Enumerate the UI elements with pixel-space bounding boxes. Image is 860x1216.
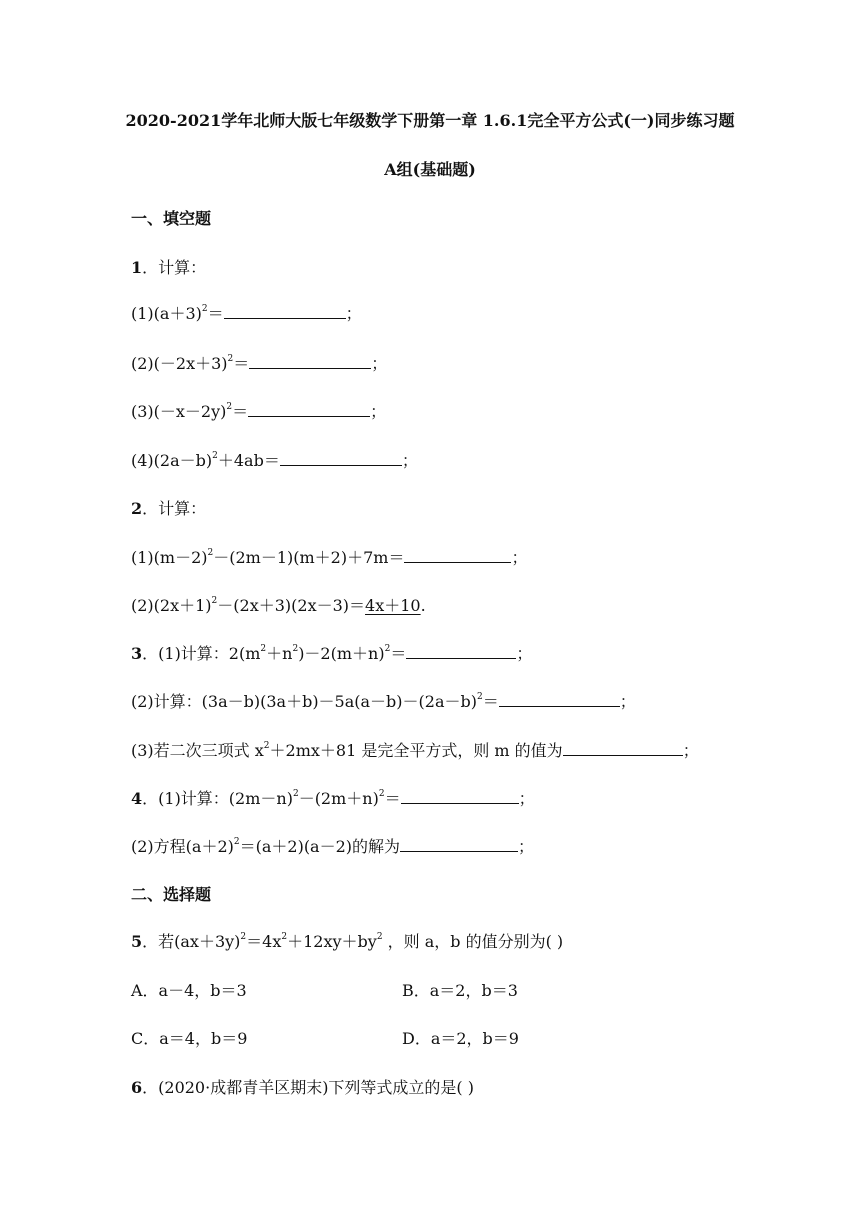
section-fill-blank-heading: 一、填空题 (131, 209, 212, 228)
filled-answer: 4x＋10 (365, 596, 421, 615)
question-1-part-3: $(3)(-x-2y)^2=$ ； (131, 402, 387, 421)
question-1-part-4: $(4)(2a-b)^2+4ab=$ ； (131, 451, 418, 470)
question-3-part-1: 3．(1)计算：$2(m^2+n^2)-2(m+n)^2=$ ； (131, 644, 533, 663)
answer-blank[interactable] (404, 548, 511, 563)
question-6 (131, 1078, 474, 1098)
question-number: 2 (131, 499, 143, 518)
question-2 (131, 499, 206, 519)
answer-blank[interactable] (280, 451, 402, 466)
question-stem: ．计算： (142, 499, 207, 518)
option-c[interactable]: C．a＝4，b＝9 (131, 1029, 248, 1048)
answer-blank[interactable] (406, 644, 516, 659)
answer-blank[interactable] (499, 692, 620, 707)
answer-blank[interactable] (563, 741, 683, 756)
question-stem: ．计算： (142, 258, 207, 277)
question-1-part-1: $(1)(a+3)^2=$ ； (131, 304, 362, 323)
question-4-part-2: (2)方程$(a+2)^2=(a+2)(a-2)$的解为 ； (131, 837, 535, 856)
question-stem: ．(2020·成都青羊区期末)下列等式成立的是( ) (142, 1078, 475, 1097)
option-d[interactable]: D．a＝2，b＝9 (402, 1029, 519, 1048)
option-a[interactable]: A．a－4，b＝3 (131, 981, 247, 1000)
question-number: 1 (131, 258, 143, 277)
option-b[interactable]: B．a＝2，b＝3 (402, 981, 518, 1000)
answer-blank[interactable] (400, 837, 518, 852)
question-2-part-1: $(1)(m-2)^2-(2m-1)(m+2)+7m=$ ； (131, 548, 528, 567)
document-title: 2020-2021学年北师大版七年级数学下册第一章 1.6.1完全平方公式(一)同步练习题 (125, 111, 735, 130)
question-2-part-2: $(2)(2x+1)^2-(2x+3)(2x-3)=4x+10$. (131, 596, 426, 615)
question-3-part-2: (2)计算：$(3a-b)(3a+b)-5a(a-b)-(2a-b)^2=$ ； (131, 692, 636, 711)
question-number: 5 (131, 932, 143, 951)
question-3-part-3: (3)若二次三项式 $x^2+2mx+81$ 是完全平方式，则 m 的值为 ； (131, 741, 699, 760)
question-4-part-1: 4．(1)计算：$(2m-n)^2-(2m+n)^2=$ ； (131, 789, 535, 808)
question-5: 5．若$(ax+3y)^2=4x^2+12xy+by^2$ ，则 a，b 的值分别为( ) (131, 932, 564, 951)
question-number: 6 (131, 1078, 143, 1097)
answer-blank[interactable] (401, 789, 519, 804)
answer-blank[interactable] (249, 354, 371, 369)
question-1-part-2: $(2)(-2x+3)^2=$ ； (131, 354, 388, 373)
question-number: 4 (131, 789, 143, 808)
answer-blank[interactable] (248, 402, 370, 417)
question-number: 3 (131, 644, 143, 663)
section-multiple-choice-heading: 二、选择题 (131, 885, 212, 904)
question-1 (131, 258, 206, 278)
answer-blank[interactable] (224, 304, 346, 319)
group-heading: A组(基础题) (384, 160, 476, 179)
